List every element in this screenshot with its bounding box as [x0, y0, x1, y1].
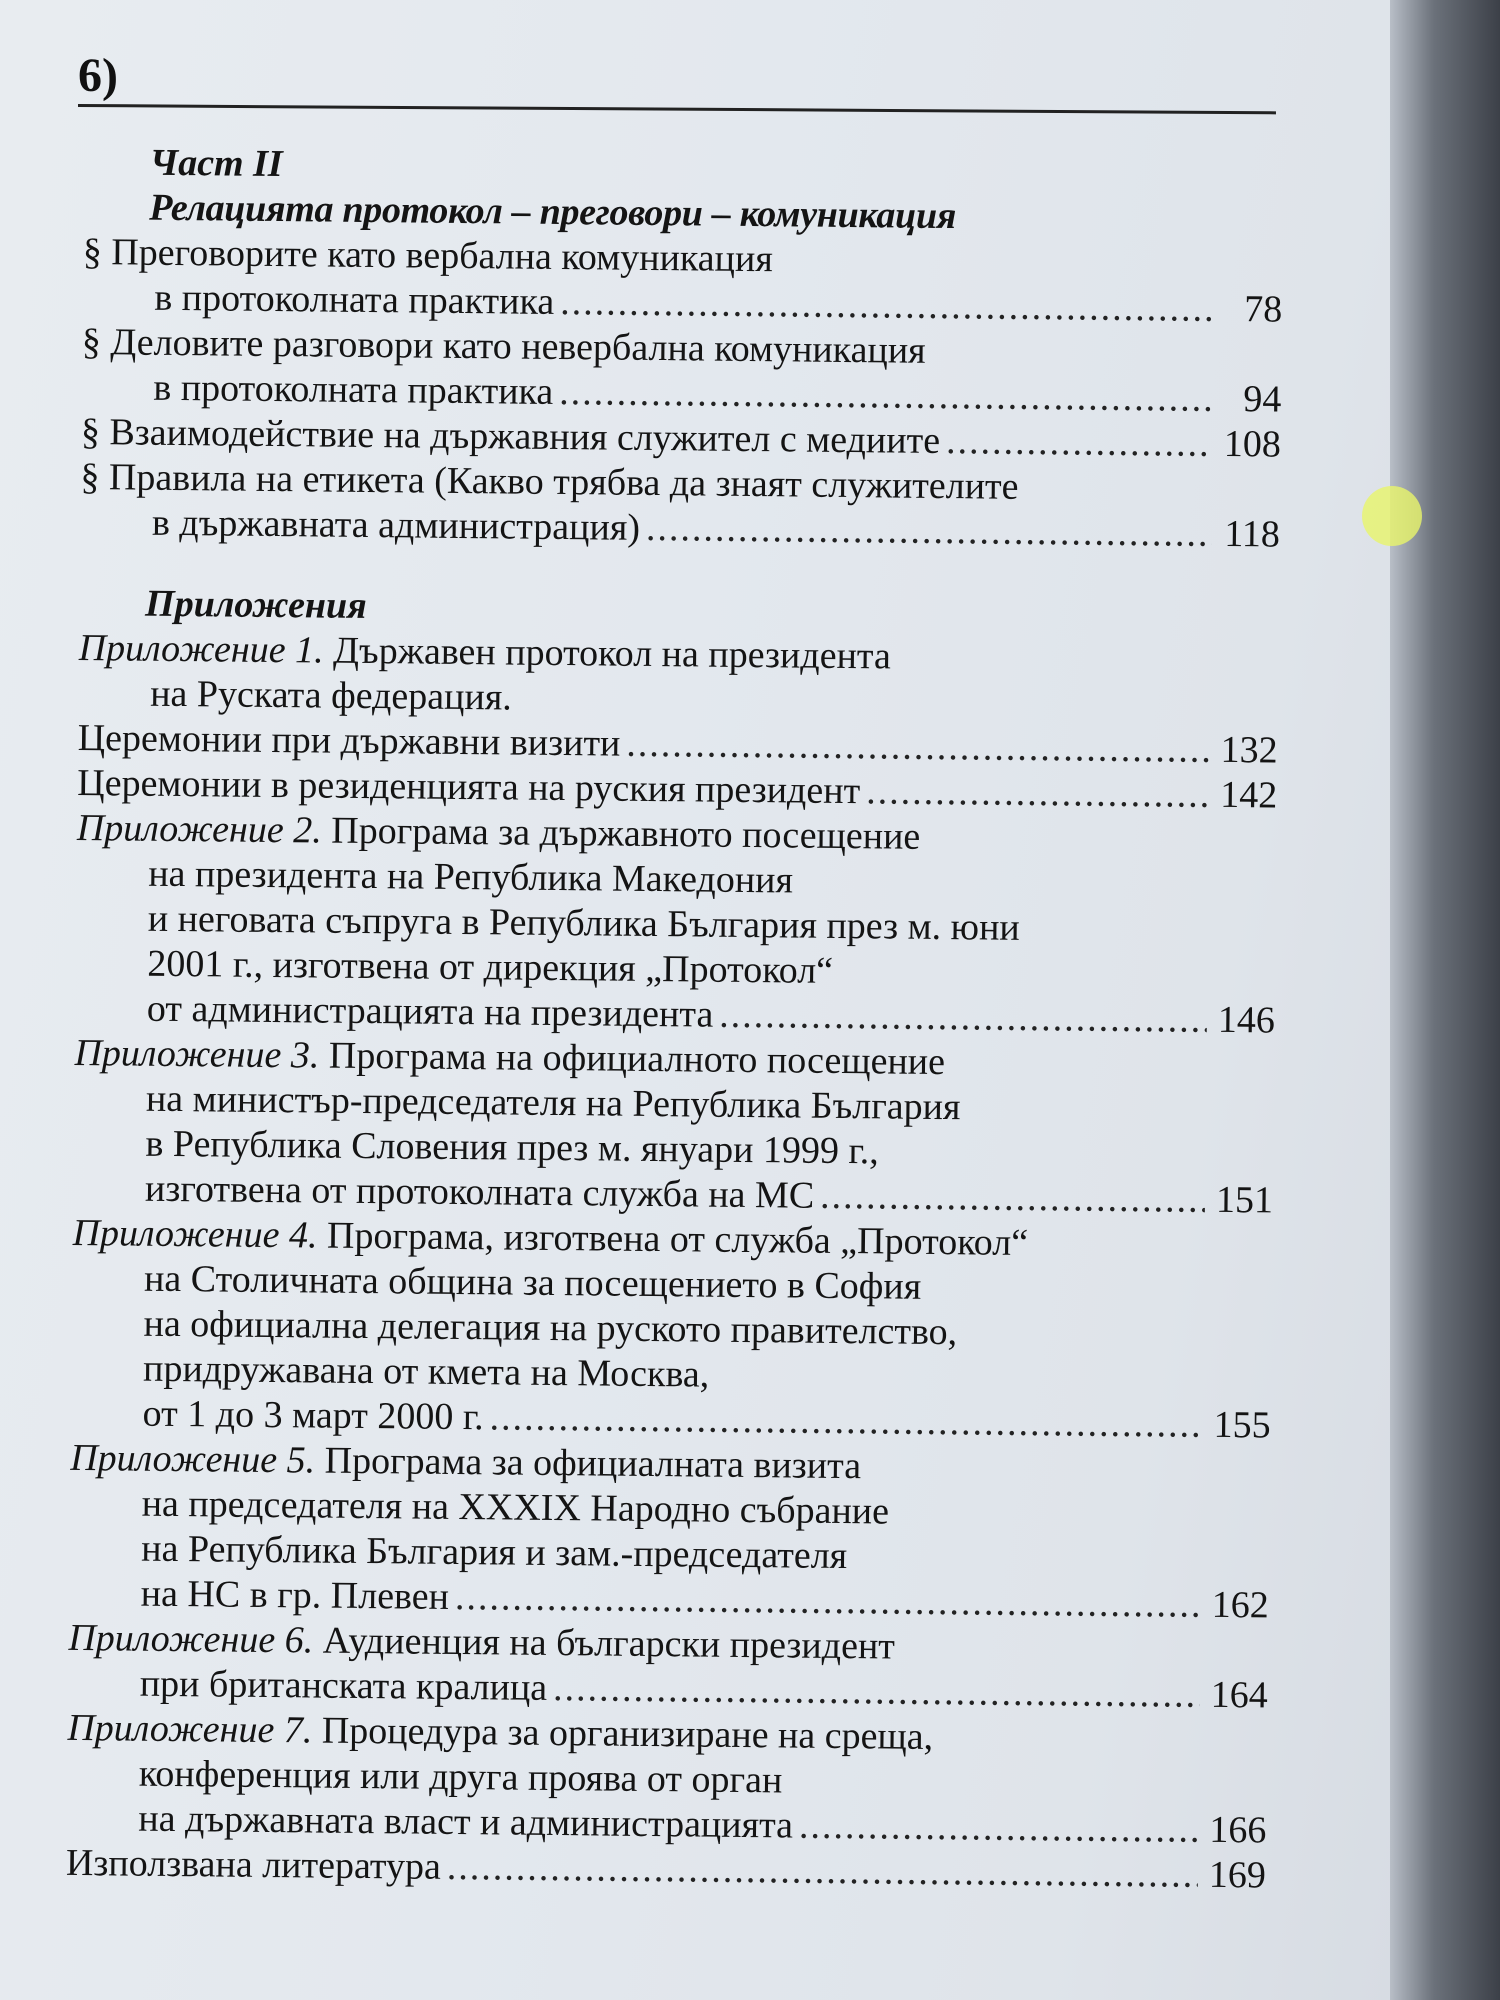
appendix-4-line2: на Столичната община за посещението в София: [143, 1257, 922, 1308]
appendix-1-title-line1: Държавен протокол на президента: [332, 629, 892, 678]
dot-leader: [553, 1666, 1200, 1718]
appendix-5-page: 162: [1211, 1583, 1269, 1627]
dot-leader: [626, 722, 1210, 773]
appendix-6-line1: Аудиенция на български президент: [322, 1619, 896, 1668]
dot-leader: [799, 1804, 1199, 1853]
appendix-6-label: Приложение 6.: [68, 1616, 314, 1662]
bibliography-page: 169: [1208, 1853, 1267, 1897]
appendix-6-line2: при британската кралица: [139, 1662, 548, 1709]
appendix-6-page: 164: [1210, 1673, 1268, 1717]
appendix-3-line4: изготвена от протоколната служба на МС: [144, 1167, 815, 1217]
appendices-heading: Приложения: [144, 582, 367, 627]
dot-leader: [559, 370, 1214, 422]
toc-entry-2-page: 94: [1243, 378, 1282, 421]
appendix-1-sub-1-page: 132: [1220, 728, 1278, 772]
appendix-4-page: 155: [1213, 1403, 1271, 1447]
appendix-1-label: Приложение 1.: [78, 626, 324, 672]
appendix-4-label: Приложение 4.: [72, 1211, 318, 1257]
appendix-3-line1: Програма на официалното посещение: [328, 1034, 946, 1084]
appendix-2-label: Приложение 2.: [76, 806, 322, 852]
dot-leader: [820, 1174, 1205, 1223]
appendix-2-line1: Програма за държавното посещение: [331, 809, 921, 858]
toc-entry-2-title: § Деловите разговори като невербална комуникация: [81, 320, 926, 372]
header-rule: [78, 104, 1276, 114]
dot-leader: [946, 419, 1213, 467]
toc-entry-4-subtitle: в държавната администрация): [151, 501, 641, 549]
appendix-1-sub-1-text: Церемонии при държавни визити: [77, 716, 621, 765]
appendix-3-page: 151: [1215, 1178, 1274, 1222]
appendix-3-label: Приложение 3.: [74, 1031, 320, 1077]
appendix-5-line4: на НС в гр. Плевен: [140, 1572, 450, 1618]
appendix-5-line3: на Република България и зам.-председателя: [141, 1527, 848, 1578]
dot-leader: [455, 1575, 1201, 1628]
toc-entry-3-title: § Взаимодействие на държавния служител с медиите: [80, 410, 941, 462]
page-edge-shadow: [1390, 0, 1500, 2000]
appendix-2-line2: на президента на Република Македония: [148, 852, 794, 902]
toc-entry-2-subtitle: в протоколната практика: [153, 366, 554, 413]
appendix-7-line3: на държавната власт и администрацията: [138, 1797, 794, 1847]
appendix-1-title-line2: на Руската федерация.: [149, 672, 513, 719]
table-of-contents: [66, 140, 1284, 1898]
toc-entry-1-title: § Преговорите като вербална комуникация: [82, 230, 774, 281]
dot-leader: [447, 1845, 1199, 1898]
toc-entry-3-page: 108: [1223, 422, 1282, 466]
appendix-7-label: Приложение 7.: [67, 1706, 313, 1752]
appendix-4-line5: от 1 до 3 март 2000 г.: [142, 1392, 484, 1439]
dot-leader: [646, 506, 1212, 557]
bibliography-text: Използвана литература: [65, 1841, 442, 1888]
appendix-3-line3: в Република Словения през м. януари 1999 г.,: [145, 1122, 879, 1173]
page-number: 6): [78, 49, 118, 102]
appendix-2-line4: 2001 г., изготвена от дирекция „Протокол“: [147, 942, 834, 992]
toc-entry-1-page: 78: [1244, 288, 1283, 331]
dot-leader: [866, 769, 1209, 818]
toc-entry-1-subtitle: в протоколната практика: [154, 276, 555, 323]
appendix-5-line1: Програма за официалната визита: [324, 1439, 862, 1488]
appendix-5-label: Приложение 5.: [69, 1436, 316, 1482]
part-label: Част II: [149, 141, 283, 186]
toc-entry-4-title: § Правила на етикета (Какво трябва да знаят служителите: [80, 455, 1019, 508]
part-title: Релацията протокол – преговори – комуникация: [149, 186, 957, 238]
dot-leader: [560, 280, 1215, 332]
toc-entry-4-page: 118: [1224, 512, 1281, 556]
appendix-3-line2: на министър-председателя на Република България: [145, 1077, 961, 1129]
highlighter-mark: [1362, 486, 1422, 546]
appendix-4-line4: придружавана от кмета на Москва,: [142, 1347, 710, 1396]
appendix-2-line5: от администрацията на президента: [146, 987, 714, 1036]
dot-leader: [719, 993, 1207, 1043]
appendix-1-sub-2-text: Церемонии в резиденцията на руския президент: [77, 761, 861, 813]
appendix-1-sub-2-page: 142: [1219, 773, 1278, 817]
appendix-7-page: 166: [1209, 1808, 1267, 1852]
appendix-4-line3: на официална делегация на руското правителство,: [143, 1302, 958, 1354]
dot-leader: [489, 1395, 1202, 1447]
appendix-5-line2: на председателя на XXXIX Народно събрание: [141, 1482, 890, 1533]
appendix-7-line2: конференция или друга проява от орган: [138, 1752, 783, 1802]
appendix-2-page: 146: [1217, 998, 1276, 1042]
appendix-2-line3: и неговата съпруга в Република България през м. юни: [147, 897, 1020, 949]
appendix-4-line1: Програма, изготвена от служба „Протокол“: [326, 1214, 1029, 1264]
appendix-7-line1: Процедура за организиране на среща,: [321, 1709, 934, 1758]
